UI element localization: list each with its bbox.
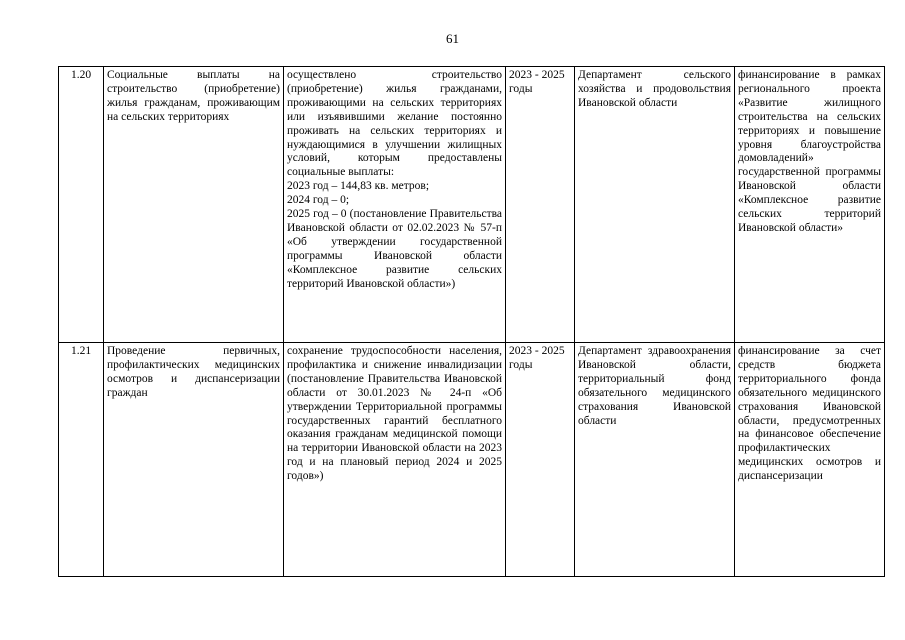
measure-financing: финансирование за счет средств бюджета территориального фонда обязательного медицинского страхования Ивановской области, предусмотренных на финансовое обеспечение профилактических медицинских осмотров и диспансеризации <box>735 343 885 577</box>
measure-result <box>284 67 506 343</box>
result-paragraph: 2023 год – 144,83 кв. метров; <box>287 180 430 193</box>
table-row <box>59 67 885 343</box>
page-number: 61 <box>446 31 459 46</box>
measure-years: 2023 - 2025 годы <box>506 67 575 343</box>
result-paragraph: 2025 год – 0 (постановление Правительства Ивановской области от 02.02.2023 № 57-п «Об утверждении государственной программы Ивановской области «Комплексное развитие сельских территорий Ивановской области») <box>287 208 502 290</box>
measure-name: Проведение первичных, профилактических медицинских осмотров и диспансеризации граждан <box>104 343 284 577</box>
result-paragraph: сохранение трудоспособности населения, профилактика и снижение инвалидизации (постановление Правительства Ивановской области от 30.01.2023 № 24-п «Об утверждении Территориальной программы государственных гарантий бесплатного оказания гражданам медицинской помощи на территории Ивановской области на 2023 год и на плановый период 2024 и 2025 годов») <box>287 345 502 483</box>
result-paragraph: осуществлено строительство (приобретение) жилья гражданами, проживающими на сельских территориях или изъявившими желание постоянно проживать на сельских территориях и нуждающимися в улучшении жилищных условий, которым предоставлены социальные выплаты: <box>287 69 502 179</box>
row-number: 1.20 <box>59 67 104 343</box>
measure-financing: финансирование в рамках регионального проекта «Развитие жилищного строительства на сельских территориях и повышение уровня благоустройства домовладений» государственной программы Ивановской области «Комплексное развитие сельских территорий Ивановской области» <box>735 67 885 343</box>
measure-result <box>284 343 506 577</box>
row-number: 1.21 <box>59 343 104 577</box>
measure-executor: Департамент сельского хозяйства и продовольствия Ивановской области <box>575 67 735 343</box>
measures-table <box>58 66 885 577</box>
result-paragraph: 2024 год – 0; <box>287 194 350 207</box>
measure-years: 2023 - 2025 годы <box>506 343 575 577</box>
measure-name: Социальные выплаты на строительство (приобретение) жилья гражданам, проживающим на сельских территориях <box>104 67 284 343</box>
table-row <box>59 343 885 577</box>
measure-executor: Департамент здравоохранения Ивановской области, территориальный фонд обязательного медицинского страхования Ивановской области <box>575 343 735 577</box>
